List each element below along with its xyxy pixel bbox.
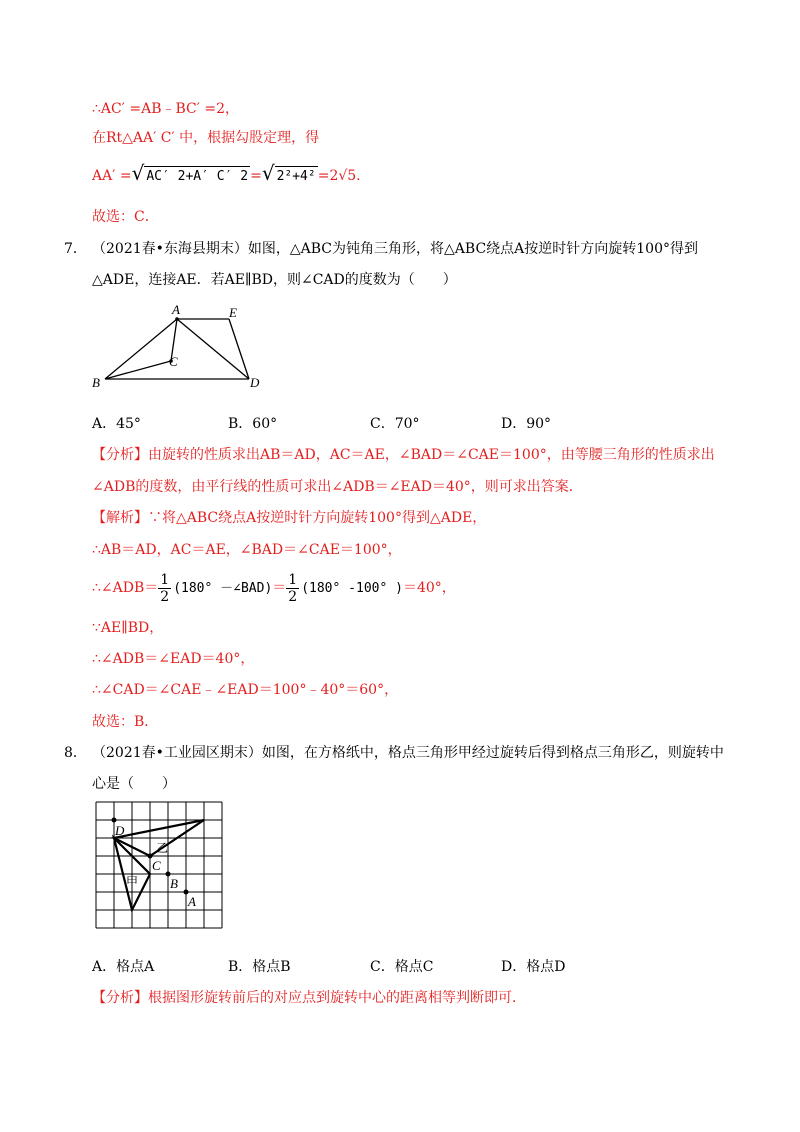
segment-AD	[177, 319, 249, 379]
label-C: C	[152, 858, 161, 873]
label-yi: 乙	[156, 841, 169, 855]
segment-AB	[105, 319, 177, 379]
eq-sign: =	[250, 168, 262, 184]
q8-stem-line-2: 心是（ ）	[92, 776, 176, 792]
prev-solution-line-3	[92, 163, 361, 187]
label-C: C	[169, 354, 178, 369]
prev-solution-line-2: 在Rt△AA′ C′ 中，根据勾股定理，得	[92, 130, 320, 146]
q7-solution-6: ∴∠CAD＝∠CAE﹣∠EAD＝100°﹣40°＝60°，	[92, 682, 399, 698]
q7-option-c: C．70°	[370, 416, 420, 432]
result: =2√5.	[317, 168, 361, 184]
q8-option-c: C．格点C	[370, 959, 434, 975]
half-fraction: $\frac{1}{2}$	[288, 571, 298, 605]
q7-option-b: B．60°	[228, 416, 278, 432]
q7-answer: 故选：B．	[92, 714, 159, 730]
q7-solution-5: ∴∠ADB＝∠EAD＝40°，	[92, 651, 255, 667]
half-fraction: $\frac{1}{2}$	[160, 571, 170, 605]
label-E: E	[229, 305, 237, 320]
adb-result: ＝40°，	[402, 580, 456, 596]
label-D: D	[250, 375, 260, 390]
q7-analysis-1: 【分析】由旋转的性质求出AB＝AD，AC＝AE，∠BAD＝∠CAE＝100°，由等腰三角形的性质求出	[92, 447, 715, 463]
q7-figure	[88, 300, 278, 395]
prev-answer: 故选：C．	[92, 209, 159, 225]
q7-option-d: D．90°	[501, 416, 552, 432]
expr-a: (180° －∠BAD)	[173, 581, 273, 596]
label-B: B	[170, 876, 178, 891]
label-A: A	[172, 302, 180, 317]
q8-stem-line-1: （2021春•工业园区期末）如图，在方格纸中，格点三角形甲经过旋转后得到格点三角形乙，则旋转中	[92, 745, 724, 761]
q7-solution-2: ∴AB＝AD，AC＝AE，∠BAD＝∠CAE＝100°，	[92, 542, 402, 558]
prev-solution-line-1: ∴AC′ =AB﹣BC′ =2，	[92, 101, 240, 117]
q7-stem-line-2: △ADE，连接AE．若AE∥BD，则∠CAD的度数为（ ）	[92, 272, 457, 288]
q7-solution-4: ∵AE∥BD，	[92, 620, 164, 636]
adb-eq-prefix: ∴∠ADB＝	[92, 580, 159, 596]
radicand-2: 2²+4²	[275, 166, 318, 187]
q8-analysis: 【分析】根据图形旋转前后的对应点到旋转中心的距离相等判断即可．	[92, 990, 526, 1006]
q8-option-b: B．格点B	[228, 959, 291, 975]
radical-icon: √	[261, 161, 275, 185]
q7-solution-1: 【解析】∵将△ABC绕点A按逆时针方向旋转100°得到△ADE，	[92, 510, 487, 526]
label-D: D	[115, 823, 125, 838]
label-A: A	[188, 894, 196, 909]
eq-sign: ＝	[272, 580, 287, 596]
radical-icon: √	[131, 161, 145, 185]
label-jia: 甲	[126, 875, 139, 889]
q8-grid-figure	[94, 800, 234, 935]
q8-number: 8．	[64, 745, 87, 761]
q8-option-a: A．格点A	[92, 959, 155, 975]
q7-solution-3	[92, 570, 456, 606]
aa-prime-lhs: AA′ =	[92, 168, 132, 184]
label-B: B	[92, 375, 100, 390]
q7-stem-line-1: （2021春•东海县期末）如图，△ABC为钝角三角形，将△ABC绕点A按逆时针方向旋转100°得到	[92, 241, 698, 257]
radicand-1: AC′ 2+A′ C′ 2	[144, 166, 250, 187]
expr-b: (180° -100° )	[301, 581, 403, 596]
q8-option-d: D．格点D	[501, 959, 566, 975]
q7-number: 7．	[64, 241, 87, 257]
q7-analysis-2: ∠ADB的度数，由平行线的性质可求出∠ADB＝∠EAD＝40°，则可求出答案．	[92, 479, 583, 495]
q7-option-a: A．45°	[92, 416, 141, 432]
